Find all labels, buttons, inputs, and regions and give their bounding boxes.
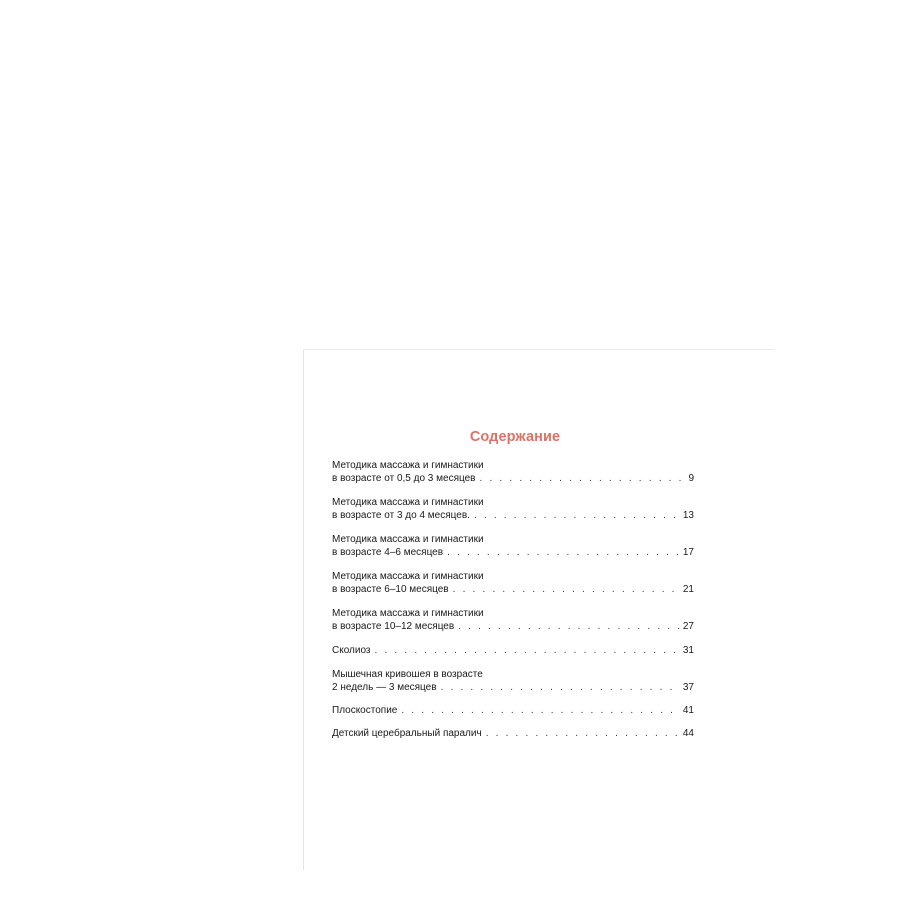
dot-leader (441, 681, 680, 694)
dot-leader (375, 644, 680, 657)
dot-leader (453, 583, 680, 596)
toc-page-number: 27 (682, 621, 694, 632)
toc-entry-line: Методика массажа и гимнастики (332, 460, 484, 471)
toc-page-number: 13 (682, 510, 694, 521)
toc-entry (332, 644, 694, 657)
toc-entry-line: в возрасте 6–10 месяцев (332, 584, 449, 595)
toc-entry-line: Плоскостопие (332, 705, 398, 716)
dot-leader (458, 620, 680, 633)
dot-leader (480, 472, 686, 485)
toc-page-number: 31 (682, 645, 694, 656)
toc-entry (332, 533, 694, 559)
toc-entry-line: 2 недель — 3 месяцев (332, 682, 437, 693)
dot-leader (447, 546, 680, 559)
toc-entry (332, 727, 694, 740)
toc-entry-line: Методика массажа и гимнастики (332, 497, 484, 508)
toc-page-number: 41 (682, 705, 694, 716)
toc-entry-line: Детский церебральный паралич (332, 728, 482, 739)
toc-entry-line: Методика массажа и гимнастики (332, 571, 484, 582)
dot-leader (401, 704, 680, 717)
dot-leader (486, 727, 680, 740)
dot-leader (474, 509, 680, 522)
toc-entry-line: в возрасте 4–6 месяцев (332, 547, 444, 558)
toc-entry-line: Мышечная кривошея в возрасте (332, 669, 483, 680)
toc-entry-line: Методика массажа и гимнастики (332, 534, 484, 545)
toc-page-number: 37 (682, 682, 694, 693)
table-of-contents (332, 459, 694, 739)
toc-entry (332, 496, 694, 522)
toc-page-number: 44 (682, 728, 694, 739)
toc-entry-line: в возрасте от 0,5 до 3 месяцев (332, 473, 476, 484)
toc-title: Содержание (469, 429, 561, 445)
toc-page-number: 21 (682, 584, 694, 595)
toc-entry (332, 607, 694, 633)
toc-page-number: 9 (688, 473, 694, 484)
toc-page-number: 17 (682, 547, 694, 558)
toc-entry-line: Сколиоз (332, 645, 371, 656)
toc-entry-line: Методика массажа и гимнастики (332, 608, 484, 619)
toc-entry-line: в возрасте 10–12 месяцев (332, 621, 455, 632)
toc-entry (332, 459, 694, 485)
toc-entry (332, 570, 694, 596)
toc-entry (332, 668, 694, 694)
toc-entry-line: в возрасте от 3 до 4 месяцев. (332, 510, 470, 521)
toc-entry (332, 704, 694, 717)
